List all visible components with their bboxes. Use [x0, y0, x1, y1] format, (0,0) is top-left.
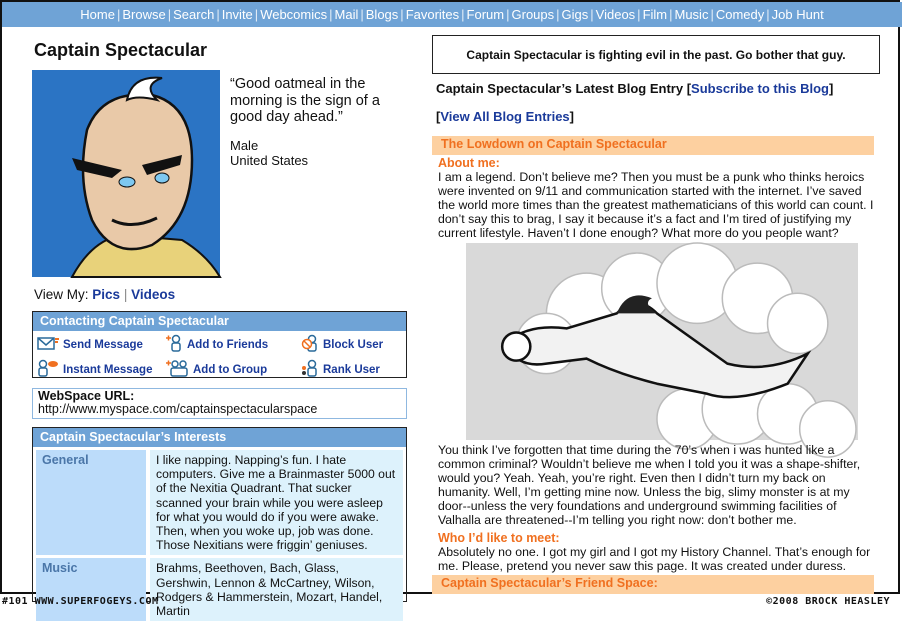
flying-hero-image	[467, 243, 857, 440]
nav-browse[interactable]: Browse	[122, 7, 166, 22]
nav-favorites[interactable]: Favorites	[405, 7, 460, 22]
about-me-text: I am a legend. Don’t believe me? Then you must be a punk who thinks heroics were invented on 9/11 and communication started with the internet. I’ve saved the world more times than the greatest mathematicians of this world can count. I don’t say this to brag, I say it because it’s a fact and I’m tired of justifying my current lifestyle. Haven’t I done enough? What more do you people want?	[438, 170, 874, 240]
nav-separator: |	[669, 7, 673, 22]
nav-separator: |	[360, 7, 364, 22]
nav-separator: |	[329, 7, 333, 22]
lowdown-header: The Lowdown on Captain Spectacular	[432, 136, 874, 155]
nav-separator: |	[167, 7, 172, 22]
view-all-blog: [View All Blog Entries]	[436, 109, 574, 124]
interest-label: General	[36, 450, 146, 555]
who-to-meet-text: Absolutely no one. I got my girl and I got my History Channel. That’s enough for me. Please, pretend you never saw this page. It was created under duress.	[438, 545, 871, 573]
about-me-text-2: You think I’ve forgotten that time during the 70’s when i was hunted like a common criminal? Wouldn’t believe me when I told you it was a shape-shifter, would you? Yeah. Yeah, you’re right. Even then I didn’t turn my back on humanity. Well, I’m getting mine now. Unless the big, slimy monster is at my door--unless the very foundations and underground swimming facilities of Valhalla are threatened--I’m telling you right now: don’t bother me.	[438, 443, 861, 527]
status-box: Captain Spectacular is fighting evil in the past. Go bother that guy.	[432, 35, 880, 74]
nav-videos[interactable]: Videos	[595, 7, 636, 22]
instant-message-button[interactable]	[37, 359, 165, 380]
contact-box	[32, 311, 407, 378]
webspace-url-box	[32, 388, 407, 419]
rank-user-button[interactable]	[301, 359, 401, 380]
nav-separator: |	[116, 7, 121, 22]
webspace-label: WebSpace URL:	[38, 389, 135, 403]
view-my	[34, 287, 175, 302]
nav-mail[interactable]: Mail	[334, 7, 359, 22]
nav-invite[interactable]: Invite	[221, 7, 253, 22]
nav-music[interactable]: Music	[674, 7, 709, 22]
envelope-icon	[37, 336, 59, 353]
pics-link[interactable]: Pics	[92, 287, 121, 302]
nav-separator: |	[506, 7, 510, 22]
nav-separator: |	[590, 7, 594, 22]
webspace-url[interactable]: http://www.myspace.com/captainspectacularspace	[38, 402, 318, 416]
footer-right: ©2008 BROCK HEASLEY	[766, 596, 890, 607]
nav-separator: |	[400, 7, 404, 22]
blog-heading: Captain Spectacular’s Latest Blog Entry [Subscribe to this Blog]	[436, 81, 834, 96]
interest-row-general	[33, 447, 406, 555]
instant-message-icon	[37, 359, 59, 380]
nav-blogs[interactable]: Blogs	[365, 7, 399, 22]
nav-separator: |	[556, 7, 560, 22]
top-nav	[2, 2, 902, 27]
profile-avatar	[32, 70, 220, 277]
action-label: Send Message	[63, 338, 143, 351]
action-label: Add to Friends	[187, 338, 269, 351]
link-separator: |	[120, 287, 132, 302]
interest-row-music	[33, 555, 406, 621]
about-me-label: About me:	[438, 156, 500, 170]
nav-home[interactable]: Home	[80, 7, 115, 22]
interest-value: I like napping. Napping’s fun. I hate computers. Give me a Brainmaster 5000 out of the Nexitia Quadrant. That sucker scanned your brain while you were asleep for what you would do if you were awake. Then, when you woke up, job was done. Those Nexitians were friggin’ geniuses.	[150, 450, 403, 555]
nav-separator: |	[254, 7, 259, 22]
who-to-meet-label: Who I’d like to meet:	[438, 531, 560, 545]
interests-title: Captain Spectacular’s Interests	[33, 428, 406, 447]
nav-gigs[interactable]: Gigs	[561, 7, 589, 22]
send-message-button[interactable]	[37, 334, 165, 355]
profile-bio	[230, 76, 400, 168]
lowdown-content	[432, 156, 878, 594]
profile-quote: “Good oatmeal in the morning is the sign of a good day ahead.”	[230, 76, 380, 125]
action-label: Add to Group	[193, 363, 268, 376]
profile-name: Captain Spectacular	[34, 40, 208, 60]
add-group-icon	[165, 359, 189, 380]
nav-separator: |	[216, 7, 220, 22]
nav-separator: |	[766, 7, 770, 22]
nav-forum[interactable]: Forum	[466, 7, 505, 22]
nav-separator: |	[461, 7, 465, 22]
blog-heading-text: Captain Spectacular’s Latest Blog Entry	[436, 81, 684, 96]
nav-comedy[interactable]: Comedy	[715, 7, 765, 22]
friend-space-header: Captain Spectacular’s Friend Space:	[432, 575, 874, 594]
nav-separator: |	[710, 7, 714, 22]
action-label: Block User	[323, 338, 384, 351]
block-user-icon	[301, 334, 319, 355]
add-friend-icon	[165, 334, 183, 355]
subscribe-link[interactable]: Subscribe to this Blog	[691, 81, 829, 96]
action-label: Instant Message	[63, 363, 153, 376]
profile-gender: Male	[230, 137, 259, 153]
contact-title: Contacting Captain Spectacular	[33, 312, 406, 331]
footer-left: #101 WWW.SUPERFOGEYS.COM	[2, 596, 159, 607]
nav-job-hunt[interactable]: Job Hunt	[771, 7, 824, 22]
nav-separator: |	[637, 7, 641, 22]
videos-link[interactable]: Videos	[131, 287, 176, 302]
action-label: Rank User	[323, 363, 380, 376]
profile-info	[230, 138, 400, 168]
nav-webcomics[interactable]: Webcomics	[260, 7, 328, 22]
rank-user-icon	[301, 359, 319, 380]
add-to-group-button[interactable]	[165, 359, 301, 380]
interest-value: Brahms, Beethoven, Bach, Glass, Gershwin, Lennon & McCartney, Wilson, Rodgers & Hammerstein, Mozart, Handel, Martin	[150, 558, 403, 621]
add-to-friends-button[interactable]	[165, 334, 301, 355]
block-user-button[interactable]	[301, 334, 401, 355]
nav-film[interactable]: Film	[642, 7, 668, 22]
view-my-label: View My:	[34, 287, 89, 302]
profile-country: United States	[230, 152, 309, 168]
nav-groups[interactable]: Groups	[511, 7, 555, 22]
view-all-blog-link[interactable]: View All Blog Entries	[440, 109, 570, 124]
interest-label: Music	[36, 558, 146, 621]
nav-search[interactable]: Search	[173, 7, 215, 22]
